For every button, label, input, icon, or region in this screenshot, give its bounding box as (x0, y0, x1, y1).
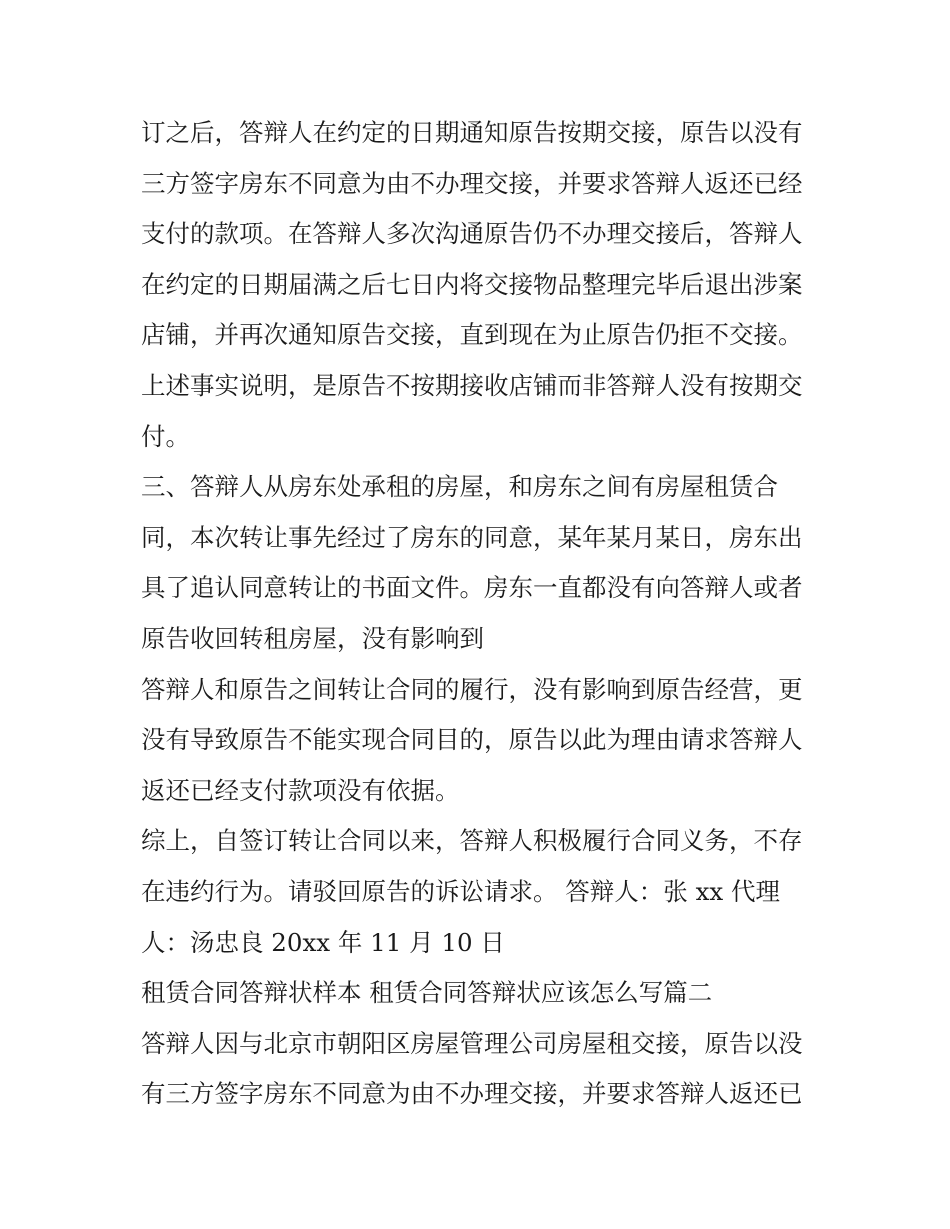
text-line: 具了追认同意转让的书面文件。房东一直都没有向答辩人或者 (141, 573, 803, 603)
text-line: 订之后，答辩人在约定的日期通知原告按期交接，原告以没有 (141, 118, 803, 147)
text-line: 在约定的日期届满之后七日内将交接物品整理完毕后退出涉案 (141, 269, 803, 299)
text-line: 在违约行为。请驳回原告的诉讼请求。 答辩人：张 xx 代理 (141, 876, 780, 906)
text-line: 付。 (141, 421, 190, 451)
section-heading: 租赁合同答辩状样本 租赁合同答辩状应该怎么写篇二 (141, 978, 713, 1008)
text-line: 没有导致原告不能实现合同目的，原告以此为理由请求答辩人 (141, 725, 803, 755)
text-line: 返还已经支付款项没有依据。 (141, 775, 460, 805)
text-line: 答辩人因与北京市朝阳区房屋管理公司房屋租交接，原告以没 (141, 1028, 803, 1058)
text-line: 店铺，并再次通知原告交接，直到现在为止原告仍拒不交接。 (141, 320, 803, 350)
text-line: 同，本次转让事先经过了房东的同意，某年某月某日，房东出 (141, 522, 803, 552)
document-body (141, 108, 821, 1120)
text-line: 有三方签字房东不同意为由不办理交接，并要求答辩人返还已 (141, 1079, 803, 1109)
text-line: 原告收回转租房屋，没有影响到 (141, 623, 484, 653)
text-line: 支付的款项。在答辩人多次沟通原告仍不办理交接后，答辩人 (141, 219, 803, 249)
text-line: 上述事实说明，是原告不按期接收店铺而非答辩人没有按期交 (141, 370, 803, 400)
text-line: 答辩人和原告之间转让合同的履行，没有影响到原告经营，更 (141, 674, 803, 704)
text-line: 人：汤忠良 20xx 年 11 月 10 日 (141, 927, 505, 957)
text-line: 三、答辩人从房东处承租的房屋，和房东之间有房屋租赁合 (141, 472, 778, 502)
text-line: 综上，自签订转让合同以来，答辩人积极履行合同义务，不存 (141, 826, 803, 856)
text-line: 三方签字房东不同意为由不办理交接，并要求答辩人返还已经 (141, 168, 803, 198)
